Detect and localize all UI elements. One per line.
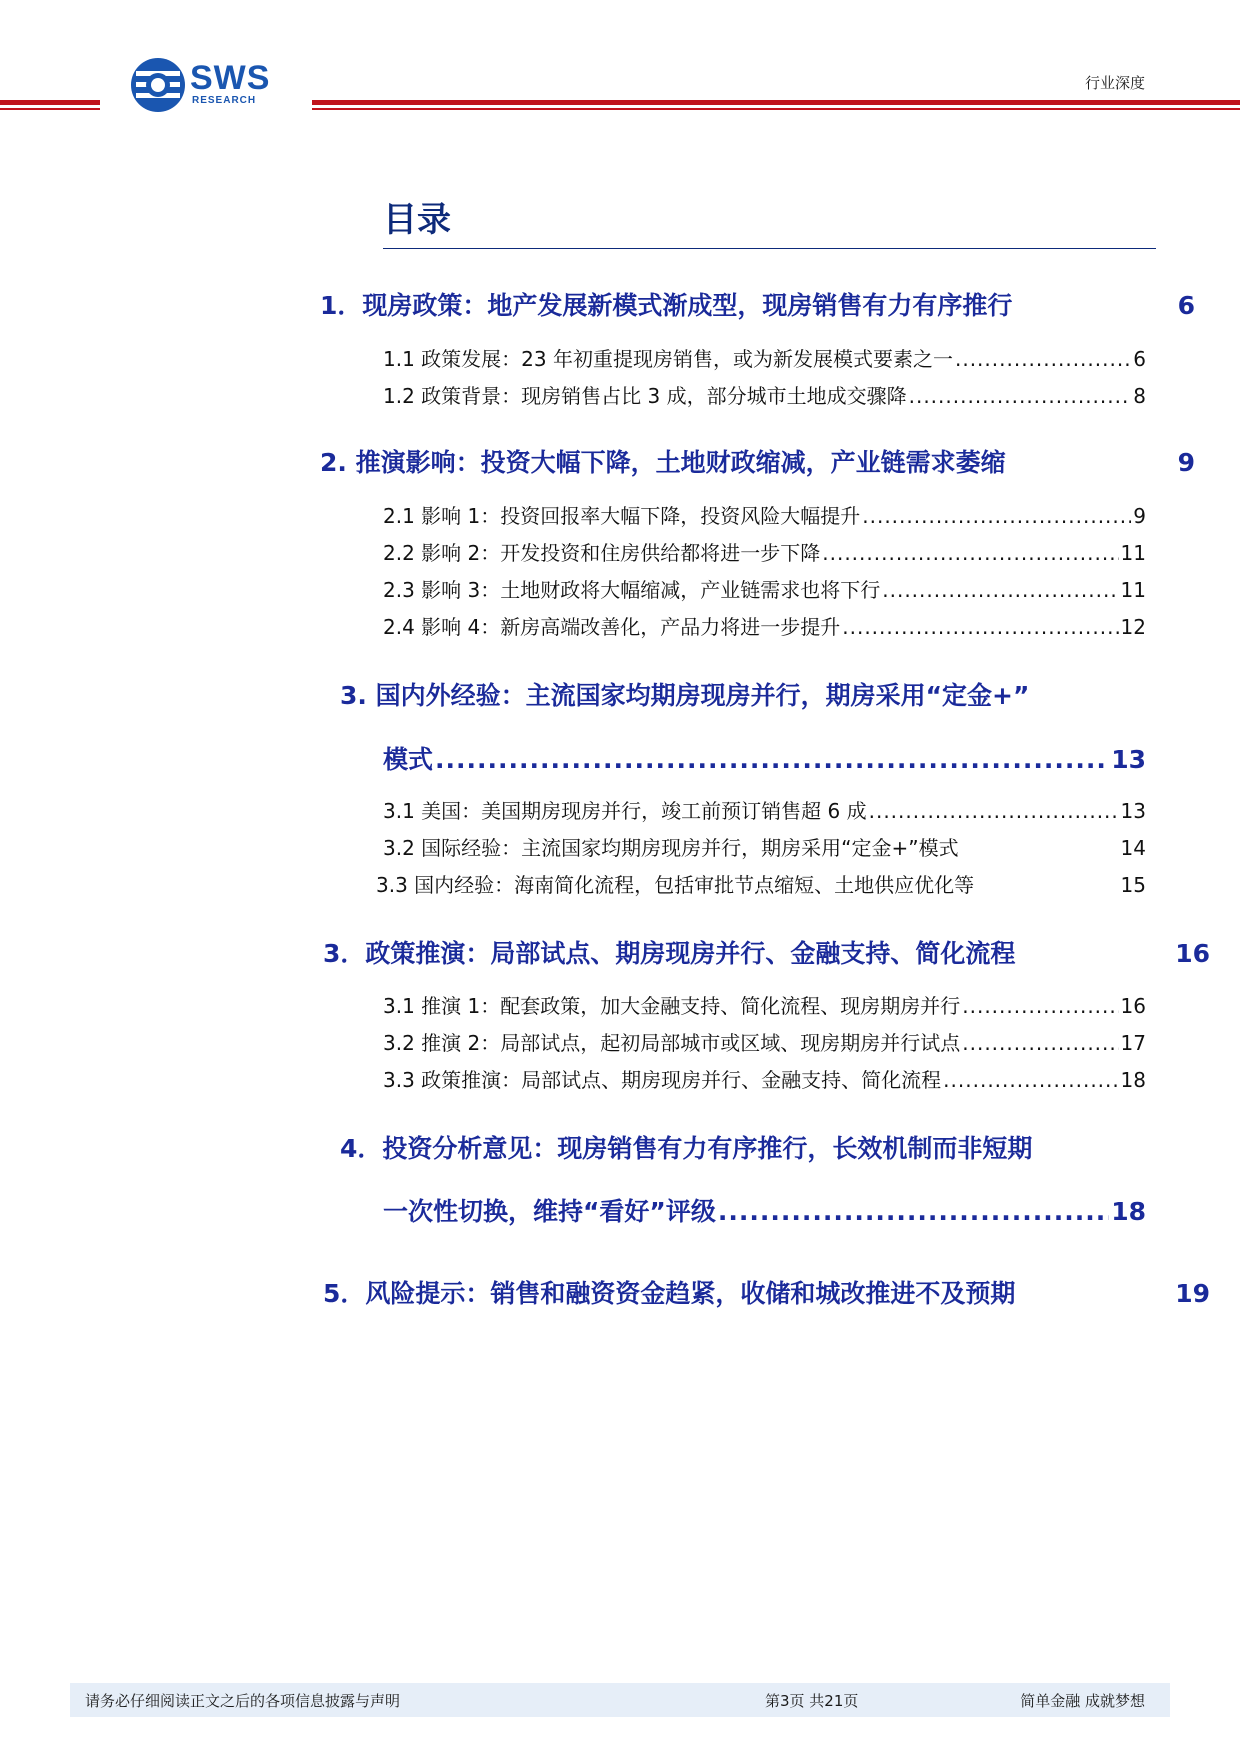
toc-leader-dots [909, 384, 1132, 408]
toc-entry-3b-1[interactable] [383, 990, 1146, 1019]
toc-entry-page: 6 [1133, 347, 1146, 371]
toc-entry-label: 3.1 推演 1：配套政策，加大金融支持、简化流程、现房期房并行 [383, 994, 961, 1018]
header-rule-right-thin [312, 108, 1240, 110]
toc-leader-dots [869, 799, 1119, 823]
toc-leader-dots [822, 541, 1118, 565]
toc-entry-2[interactable] [320, 443, 1195, 479]
toc-entry-2-2[interactable] [383, 537, 1146, 566]
toc-entry-label-cont: 一次性切换，维持“看好”评级 [383, 1197, 716, 1226]
toc-entry-label: 3.3 国内经验：海南简化流程，包括审批节点缩短、土地供应优化等 [376, 873, 975, 897]
toc-entry-page: 13 [1111, 745, 1146, 774]
toc-entry-2-3[interactable] [383, 574, 1146, 603]
toc-entry-label: 3.1 美国：美国期房现房并行，竣工前预订销售超 6 成 [383, 799, 867, 823]
toc-entry-page: 9 [1177, 448, 1195, 477]
toc-leader-dots [943, 1068, 1118, 1092]
toc-entry-page: 9 [1133, 504, 1146, 528]
toc-entry-1-2[interactable] [383, 380, 1146, 409]
header-rule-left [0, 100, 100, 105]
logo-subtext: RESEARCH [192, 95, 257, 106]
toc-entry-label-cont: 模式 [383, 745, 434, 774]
toc-entry-page: 18 [1120, 1068, 1146, 1092]
footer-slogan: 简单金融 成就梦想 [1020, 1692, 1145, 1710]
footer-disclaimer: 请务必仔细阅读正文之后的各项信息披露与声明 [85, 1692, 401, 1710]
toc-entry-page: 11 [1120, 578, 1146, 602]
toc-entry-2-1[interactable] [383, 500, 1146, 529]
toc-entry-3b-2[interactable] [383, 1027, 1146, 1056]
toc-entry-label: 5．风险提示：销售和融资资金趋紧，收储和城改推进不及预期 [323, 1279, 1016, 1308]
toc-entry-4-cont[interactable] [383, 1192, 1146, 1228]
toc-leader-dots [962, 1031, 1118, 1055]
toc-entry-3b[interactable] [323, 934, 1210, 970]
toc-entry-page: 13 [1120, 799, 1146, 823]
toc-entry-label: 2.3 影响 3：土地财政将大幅缩减，产业链需求也将下行 [383, 578, 881, 602]
toc-entry-3a[interactable] [340, 676, 1160, 712]
toc-entry-label: 2. 推演影响：投资大幅下降，土地财政缩减，产业链需求萎缩 [320, 448, 1006, 477]
toc-entry-3a-cont[interactable] [383, 740, 1146, 776]
toc-entry-label: 2.1 影响 1：投资回报率大幅下降，投资风险大幅提升 [383, 504, 861, 528]
toc-leader-dots [862, 504, 1131, 528]
toc-entry-page: 6 [1177, 291, 1195, 320]
logo-text: SWS [190, 59, 271, 97]
toc-leader-dots [842, 615, 1118, 639]
toc-entry-2-4[interactable] [383, 611, 1146, 640]
toc-entry-page: 12 [1120, 615, 1146, 639]
toc-entry-label: 3.2 国际经验：主流国家均期房现房并行，期房采用“定金+”模式 [383, 836, 959, 860]
toc-entry-1-1[interactable] [383, 343, 1146, 372]
sws-logo-icon [130, 57, 186, 113]
toc-leader-dots [882, 578, 1118, 602]
toc-entry-3a-2[interactable] [383, 832, 1146, 861]
toc-entry-5[interactable] [323, 1274, 1210, 1310]
toc-entry-label: 3.2 推演 2：局部试点，起初局部城市或区域、现房期房并行试点 [383, 1031, 961, 1055]
toc-entry-label: 2.4 影响 4：新房高端改善化，产品力将进一步提升 [383, 615, 841, 639]
toc-entry-page: 18 [1111, 1197, 1146, 1226]
header-rule-right [312, 100, 1240, 105]
toc-leader-dots [955, 347, 1131, 371]
toc-entry-3a-3[interactable] [376, 869, 1146, 898]
toc-title: 目录 [383, 200, 451, 240]
page-number: 第3页 共21页 [765, 1692, 859, 1710]
toc-leader-dots [718, 1197, 1109, 1226]
toc-entry-page: 19 [1175, 1279, 1210, 1308]
toc-entry-page: 16 [1120, 994, 1146, 1018]
toc-entry-1[interactable] [320, 286, 1195, 322]
toc-entry-label: 1.2 政策背景：现房销售占比 3 成，部分城市土地成交骤降 [383, 384, 907, 408]
report-type-tag: 行业深度 [1084, 74, 1145, 92]
toc-entry-4[interactable] [340, 1129, 1160, 1165]
toc-entry-label: 1．现房政策：地产发展新模式渐成型，现房销售有力有序推行 [320, 291, 1013, 320]
toc-entry-label: 3.3 政策推演：局部试点、期房现房并行、金融支持、简化流程 [383, 1068, 942, 1092]
toc-entry-page: 8 [1133, 384, 1146, 408]
toc-entry-page: 11 [1120, 541, 1146, 565]
sws-logo [130, 55, 290, 115]
toc-entry-page: 15 [1120, 873, 1146, 897]
toc-entry-label: 4．投资分析意见：现房销售有力有序推行，长效机制而非短期 [340, 1134, 1033, 1163]
toc-leader-dots [962, 994, 1118, 1018]
toc-entry-page: 17 [1120, 1031, 1146, 1055]
toc-entry-page: 16 [1175, 939, 1210, 968]
toc-entry-3b-3[interactable] [383, 1064, 1146, 1093]
toc-entry-label: 3．政策推演：局部试点、期房现房并行、金融支持、简化流程 [323, 939, 1016, 968]
toc-entry-label: 2.2 影响 2：开发投资和住房供给都将进一步下降 [383, 541, 821, 565]
toc-leader-dots [435, 745, 1109, 774]
toc-entry-3a-1[interactable] [383, 795, 1146, 824]
toc-entry-page: 14 [1120, 836, 1146, 860]
toc-entry-label: 1.1 政策发展：23 年初重提现房销售，或为新发展模式要素之一 [383, 347, 953, 371]
toc-entry-label: 3. 国内外经验：主流国家均期房现房并行，期房采用“定金+” [340, 681, 1030, 710]
toc-title-rule [383, 248, 1156, 249]
header-rule-left-thin [0, 108, 100, 110]
